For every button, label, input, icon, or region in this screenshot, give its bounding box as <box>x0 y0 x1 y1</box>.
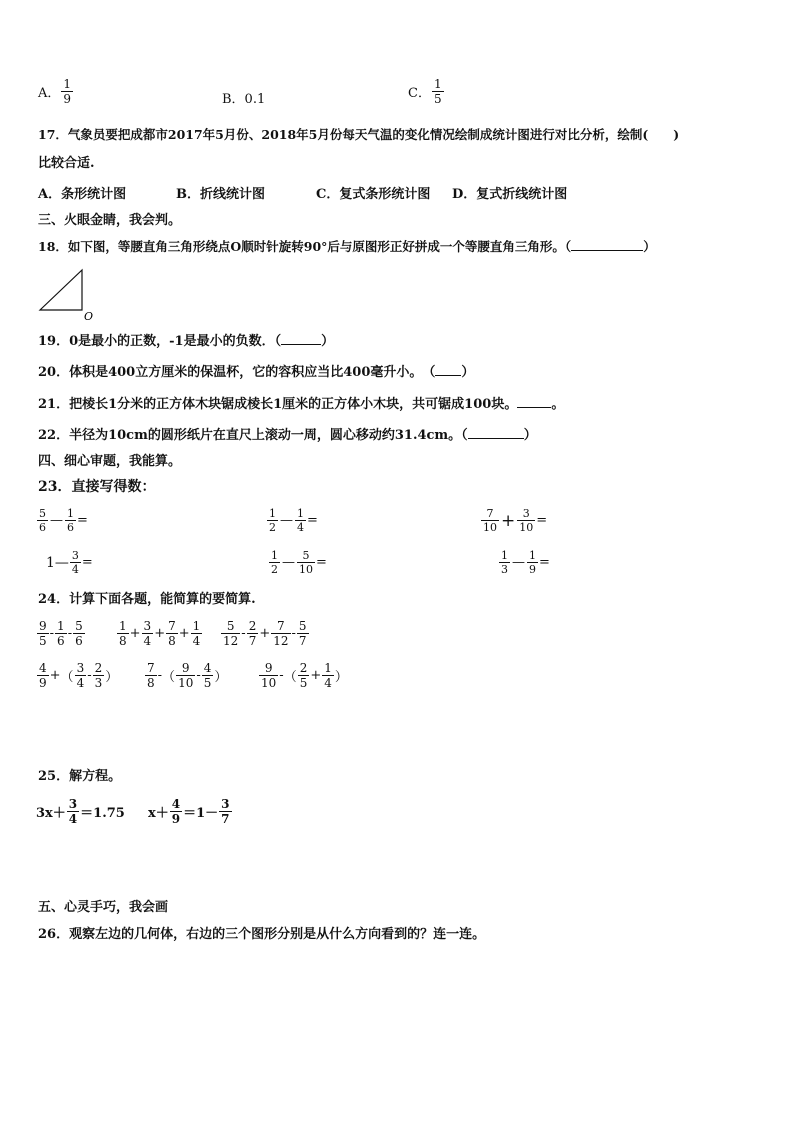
section-4-title: 四、细心审题，我能算。 <box>38 454 182 469</box>
section-5-title: 五、心灵手巧，我会画 <box>38 900 169 915</box>
fraction: $\frac{3}{4}$ <box>71 549 79 576</box>
q21-close: 。 <box>551 397 565 412</box>
q23-item-5: $\frac{1}{2}$ — $\frac{5}{10}$ = <box>271 549 327 576</box>
q22-question: 22．半径为10cm的圆形纸片在直尺上滚动一周，圆心移动约31.4cm。（ <box>38 428 468 443</box>
fraction: $\frac{1}{3}$ <box>501 549 508 576</box>
answer-blank <box>281 332 321 345</box>
fraction: $\frac{5}{6}$ <box>39 507 46 534</box>
fraction: $\frac{1}{2}$ <box>271 549 278 576</box>
fraction: $\frac{9}{10}$ <box>261 661 277 690</box>
q23-item-3: $\frac{7}{10}$ + $\frac{3}{10}$ = <box>483 507 548 534</box>
triangle-figure <box>38 268 102 322</box>
q24-expression-4: $\frac{4}{9}$ + （ $\frac{3}{4}$ - $\frac{2}{3}$ ） <box>39 661 119 690</box>
isosceles-right-triangle <box>40 270 82 310</box>
fraction: $\frac{3}{10}$ <box>519 507 534 534</box>
q16-option-a <box>38 78 74 105</box>
q23-item-1: $\frac{5}{6}$ — $\frac{1}{6}$ = <box>39 507 88 534</box>
q20-text <box>38 363 474 382</box>
q24-expression-5: $\frac{7}{8}$ - （ $\frac{9}{10}$ - $\frac{4}{5}$ ） <box>147 661 228 690</box>
q19-question: 19．0是最小的正数，-1是最小的负数．（ <box>38 334 282 349</box>
q18-question: 18．如下图，等腰直角三角形绕点O顺时针旋转90°后与原图形正好拼成一个等腰直角三角形。（ <box>38 239 572 254</box>
q20-question: 20．体积是400立方厘米的保温杯，它的容积应当比400毫升小。 （ <box>38 365 436 380</box>
q25-equation-2: x＋ $\frac{4}{9}$ ＝1－ $\frac{3}{7}$ <box>148 797 230 826</box>
section-3-title: 三、火眼金睛，我会判。 <box>38 213 182 228</box>
fraction: $\frac{7}{12}$ <box>273 619 289 648</box>
fraction: $\frac{1}{9}$ <box>63 77 72 106</box>
answer-blank <box>517 395 551 408</box>
q19-close: ） <box>321 334 335 349</box>
q18-text <box>38 238 656 256</box>
fraction: $\frac{1}{4}$ <box>192 619 201 648</box>
fraction: $\frac{1}{9}$ <box>529 549 536 576</box>
fraction: $\frac{5}{6}$ <box>75 619 83 648</box>
fraction: $\frac{3}{4}$ <box>76 661 85 690</box>
q17-line1: 17．气象员要把成都市2017年5月份、2018年5月份每天气温的变化情况绘制成统计图进行对比分析，绘制( ) <box>38 127 680 142</box>
q18-close: ） <box>643 239 656 254</box>
q21-text <box>38 395 564 414</box>
fraction: $\frac{4}{9}$ <box>171 797 181 826</box>
q23-item-2: $\frac{1}{2}$ — $\frac{1}{4}$ = <box>269 507 318 534</box>
q16-option-b-label: B．0.1 <box>222 92 266 107</box>
fraction: $\frac{7}{10}$ <box>483 507 497 534</box>
q23-item-4: 1— $\frac{3}{4}$ = <box>46 549 93 576</box>
q16-option-c-label: C． <box>408 86 431 101</box>
fraction: $\frac{3}{4}$ <box>68 797 78 826</box>
q24-expression-2: $\frac{1}{8}$ + $\frac{3}{4}$ + $\frac{7}{8}$ + $\frac{1}{4}$ <box>119 619 201 648</box>
q16-option-b <box>222 88 265 107</box>
fraction: $\frac{2}{3}$ <box>94 661 103 690</box>
q17-option-a: A．条形统计图 <box>38 187 127 202</box>
fraction: $\frac{7}{8}$ <box>147 661 155 690</box>
q17-option-d: D．复式折线统计图 <box>452 187 568 202</box>
q23-title: 23．直接写得数： <box>38 479 156 495</box>
fraction: $\frac{5}{12}$ <box>223 619 239 648</box>
fraction: $\frac{5}{7}$ <box>298 619 307 648</box>
q25-title: 25．解方程。 <box>38 769 122 784</box>
fraction: $\frac{3}{7}$ <box>221 797 230 826</box>
answer-blank <box>468 426 524 439</box>
fraction: $\frac{9}{10}$ <box>178 661 194 690</box>
q20-close: ） <box>461 365 475 380</box>
fraction: $\frac{1}{4}$ <box>297 507 304 534</box>
answer-blank <box>435 363 461 376</box>
q24-expression-1: $\frac{9}{5}$ - $\frac{1}{6}$ - $\frac{5}{6}$ <box>39 619 83 648</box>
answer-blank <box>571 238 643 251</box>
fraction: $\frac{1}{6}$ <box>57 619 65 648</box>
fraction: $\frac{1}{8}$ <box>119 619 127 648</box>
q22-close: ） <box>523 428 537 443</box>
fraction: $\frac{4}{9}$ <box>39 661 47 690</box>
point-o-label: O <box>84 310 94 322</box>
q16-option-a-label: A． <box>38 86 61 101</box>
q23-item-6: $\frac{1}{3}$ — $\frac{1}{9}$ = <box>501 549 550 576</box>
fraction: $\frac{3}{4}$ <box>143 619 152 648</box>
q25-equation-1: 3x＋ $\frac{3}{4}$ ＝1.75 <box>36 797 125 826</box>
fraction: $\frac{4}{5}$ <box>203 661 212 690</box>
fraction: $\frac{1}{4}$ <box>324 661 332 690</box>
q16-option-c <box>408 78 445 105</box>
q17-option-b: B．折线统计图 <box>176 187 265 202</box>
fraction: $\frac{2}{5}$ <box>299 661 308 690</box>
q17-option-c: C．复式条形统计图 <box>316 187 431 202</box>
q24-expression-3: $\frac{5}{12}$ - $\frac{2}{7}$ + $\frac{7}{12}$ - $\frac{5}{7}$ <box>223 619 307 648</box>
q17-line2: 比较合适. <box>38 156 95 171</box>
q21-question: 21．把棱长1分米的正方体木块锯成棱长1厘米的正方体小木块，共可锯成100块。 <box>38 397 518 412</box>
fraction: $\frac{2}{7}$ <box>248 619 257 648</box>
fraction: $\frac{1}{2}$ <box>269 507 276 534</box>
q19-text <box>38 332 334 351</box>
q24-expression-6: $\frac{9}{10}$ - （ $\frac{2}{5}$ + $\frac{1}{4}$ ） <box>261 661 348 690</box>
fraction: $\frac{7}{8}$ <box>168 619 176 648</box>
q26-text: 26．观察左边的几何体，右边的三个图形分别是从什么方向看到的？连一连。 <box>38 927 486 942</box>
fraction: $\frac{1}{6}$ <box>67 507 74 534</box>
q24-title: 24．计算下面各题，能简算的要简算. <box>38 592 256 607</box>
fraction: $\frac{5}{10}$ <box>299 549 313 576</box>
fraction: $\frac{1}{5}$ <box>433 77 442 106</box>
fraction: $\frac{9}{5}$ <box>39 619 47 648</box>
q22-text <box>38 426 537 445</box>
